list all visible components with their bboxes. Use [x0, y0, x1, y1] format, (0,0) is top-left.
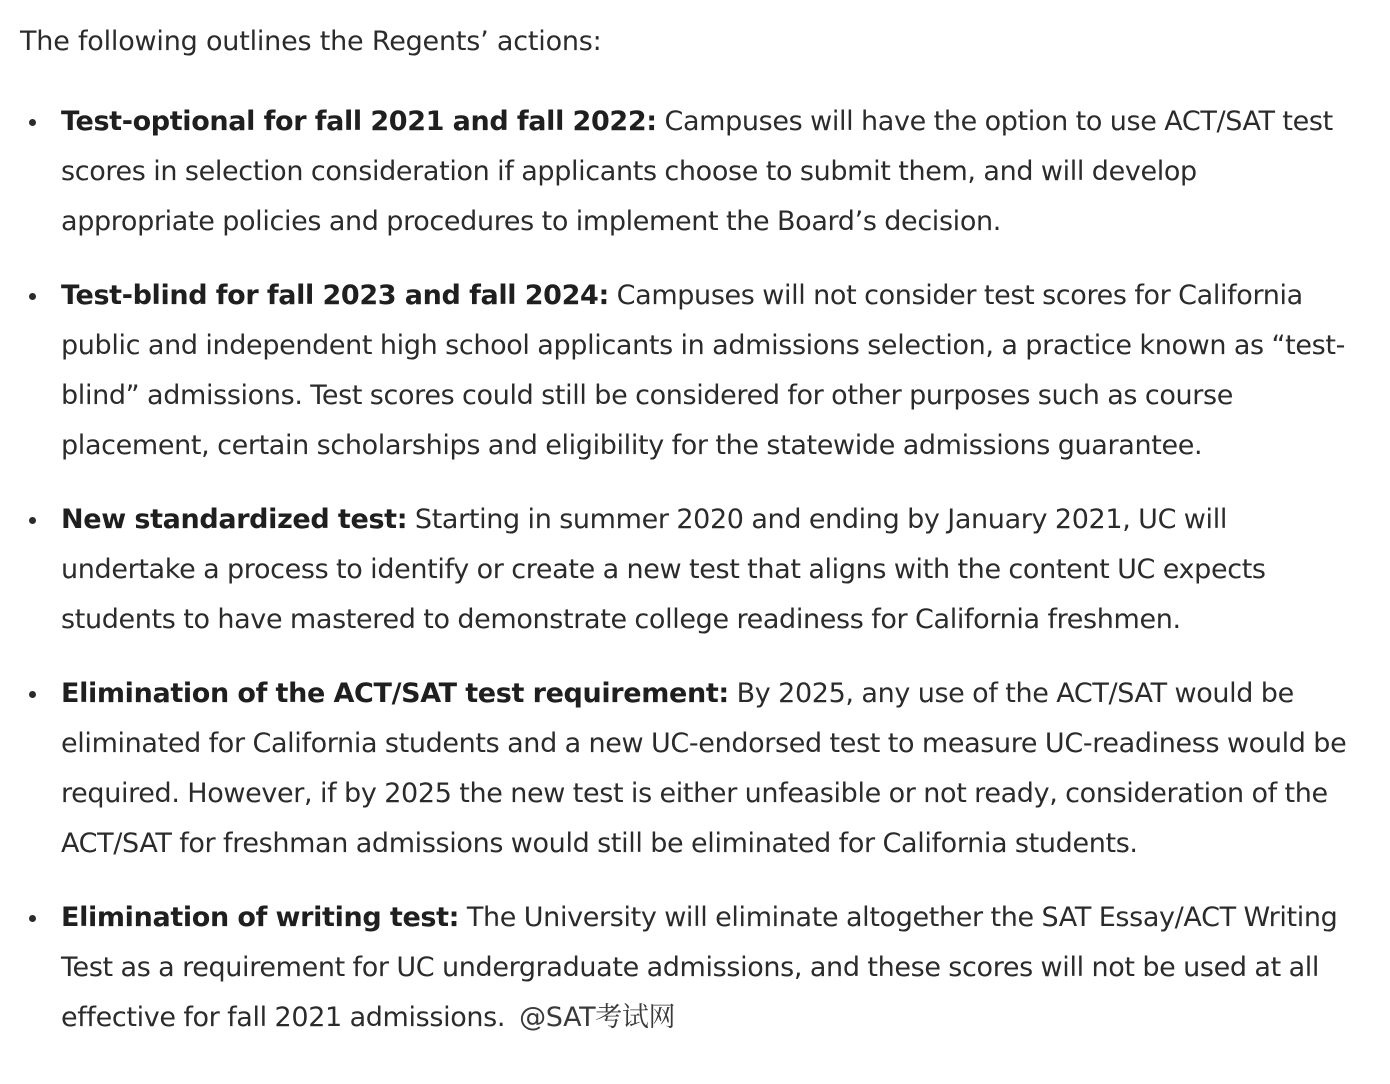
list-item	[20, 495, 1350, 645]
actions-list	[20, 97, 1350, 1043]
list-item	[20, 893, 1350, 1043]
intro-text: The following outlines the Regents’ actions:	[20, 26, 602, 57]
item-term: New standardized test:	[61, 504, 408, 535]
item-text: The University will eliminate altogether the SAT Essay/ACT Writing Test as a requirement for UC undergraduate admissions, and these scores will not be used at all effective for fall 2021 admissions.	[61, 902, 1338, 1033]
item-text: Campuses will not consider test scores for California public and independent high school applicants in admissions selection, a practice known as “test-blind” admissions. Test scores could still be considered for other purposes such as course placement, certain scholarships and eligibility for the statewide admissions guarantee.	[61, 280, 1345, 461]
bullet-icon	[29, 691, 36, 698]
list-item	[20, 97, 1350, 247]
watermark: @SAT考试网	[519, 1002, 676, 1033]
list-item	[20, 271, 1350, 471]
bullet-icon	[29, 915, 36, 922]
item-text: Campuses will have the option to use ACT/SAT test scores in selection consideration if applicants choose to submit them, and will develop appropriate policies and procedures to implement the Board’s decision.	[61, 106, 1333, 237]
bullet-icon	[29, 293, 36, 300]
item-term: Elimination of the ACT/SAT test requirement:	[61, 678, 729, 709]
item-text: By 2025, any use of the ACT/SAT would be eliminated for California students and a new UC-endorsed test to measure UC-readiness would be required. However, if by 2025 the new test is either unfeasible or not ready, consideration of the ACT/SAT for freshman admissions would still be eliminated for California students.	[61, 678, 1347, 859]
list-item	[20, 669, 1350, 869]
item-term: Elimination of writing test:	[61, 902, 460, 933]
item-text: Starting in summer 2020 and ending by January 2021, UC will undertake a process to identify or create a new test that aligns with the content UC expects students to have mastered to demonstrate college readiness for California freshmen.	[61, 504, 1266, 635]
bullet-icon	[29, 119, 36, 126]
item-term: Test-optional for fall 2021 and fall 2022:	[61, 106, 657, 137]
bullet-icon	[29, 517, 36, 524]
item-term: Test-blind for fall 2023 and fall 2024:	[61, 280, 609, 311]
